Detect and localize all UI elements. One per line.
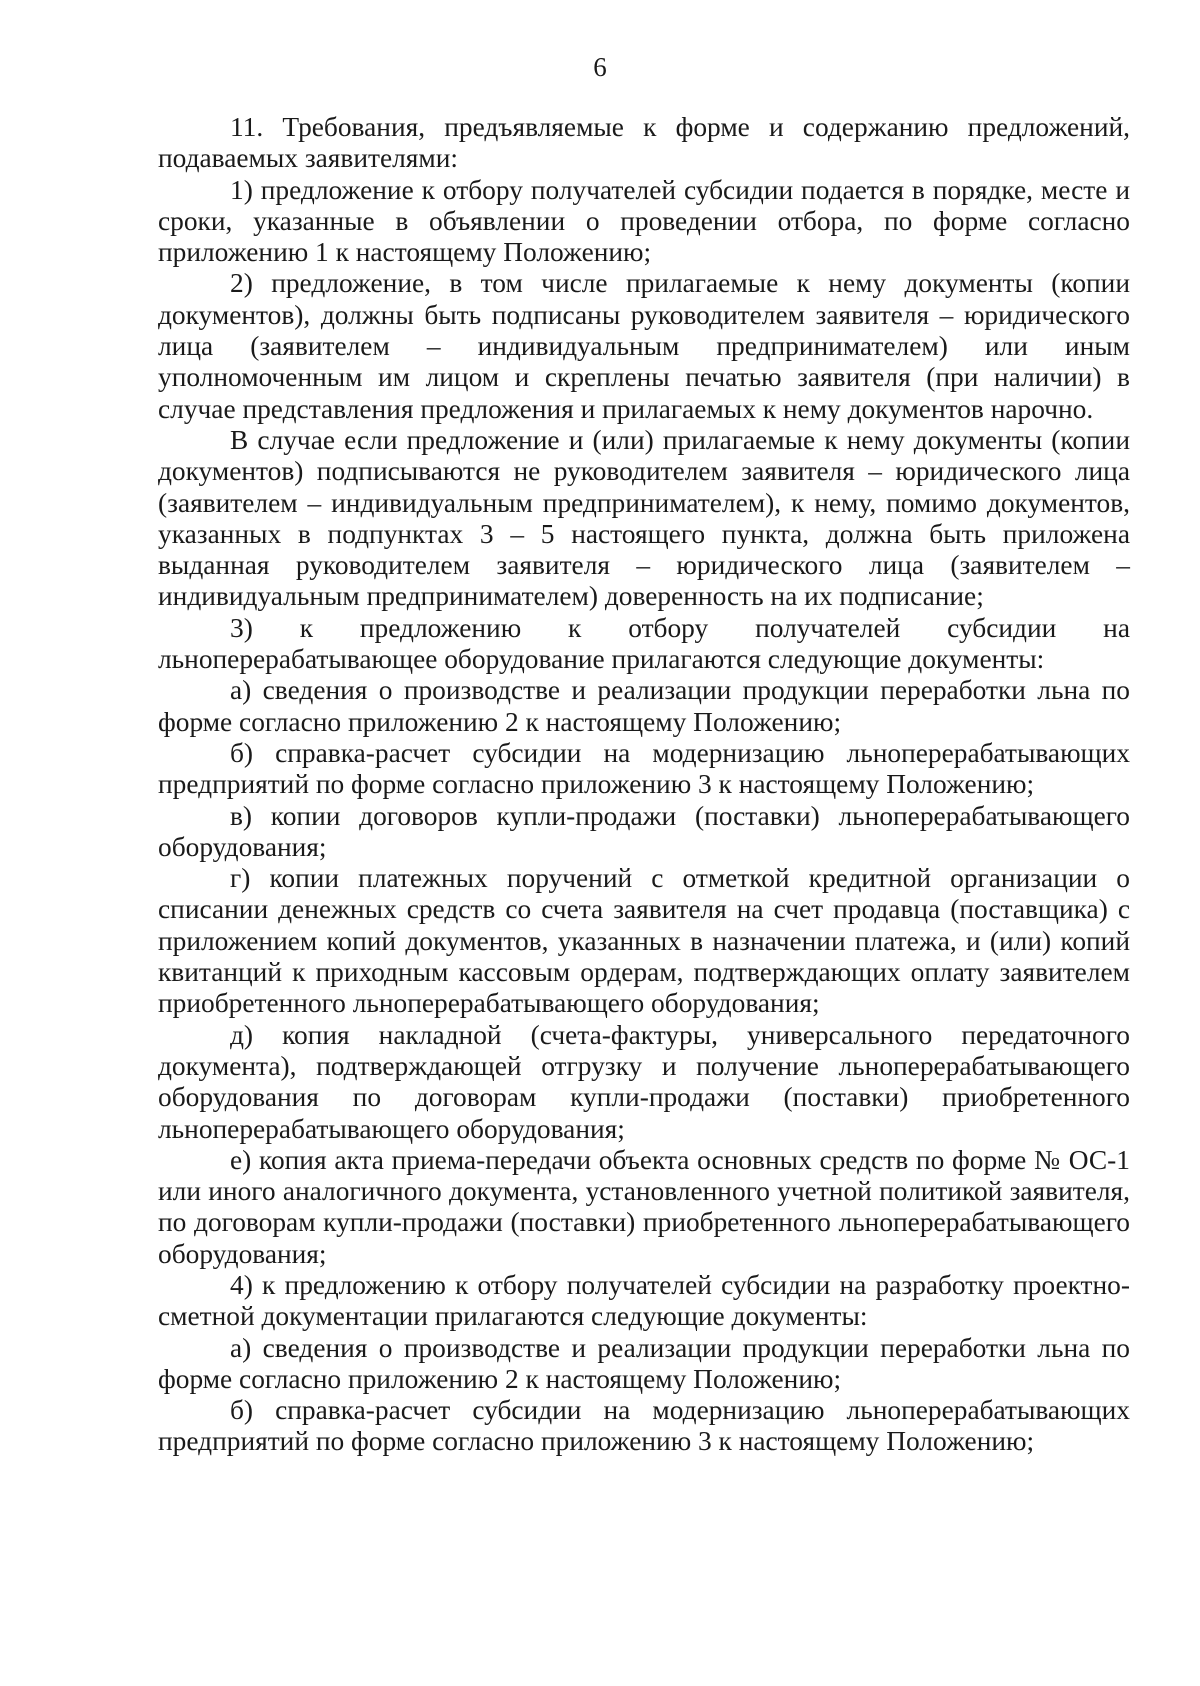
paragraph-subitem-4: 4) к предложению к отбору получателей субсидии на разработку проектно-сметной документации прилагаются следующие документы: bbox=[158, 1269, 1130, 1332]
paragraph-subitem-3e: е) копия акта приема-передачи объекта основных средств по форме № ОС-1 или иного аналогичного документа, установленного учетной политикой заявителя, по договорам купли-продажи (поставки) приобретенного льноперерабатывающего оборудования; bbox=[158, 1144, 1130, 1269]
paragraph-subitem-3g: г) копии платежных поручений с отметкой кредитной организации о списании денежных средств со счета заявителя на счет продавца (поставщика) с приложением копий документов, указанных в назначении платежа, и (или) копий квитанций к приходным кассовым ордерам, подтверждающих оплату заявителем приобретенного льноперерабатывающего оборудования; bbox=[158, 863, 1130, 1019]
paragraph-item-11-heading: 11. Требования, предъявляемые к форме и содержанию предложений, подаваемых заявителями: bbox=[158, 112, 1130, 174]
paragraph-subitem-4a: а) сведения о производстве и реализации продукции переработки льна по форме согласно приложению 2 к настоящему Положению; bbox=[158, 1332, 1130, 1394]
paragraph-subitem-3v: в) копии договоров купли-продажи (поставки) льноперерабатывающего оборудования; bbox=[158, 800, 1130, 862]
paragraph-subitem-3d: д) копия накладной (счета-фактуры, универсального передаточного документа), подтверждающей отгрузку и получение льноперерабатывающего оборудования по договорам купли-продажи (поставки) приобретенного льноперерабатывающего оборудования; bbox=[158, 1019, 1130, 1144]
paragraph-proxy-note: В случае если предложение и (или) прилагаемые к нему документы (копии документов) подписываются не руководителем заявителя – юридического лица (заявителем – индивидуальным предпринимателем), к нему, помимо документов, указанных в подпунктах 3 – 5 настоящего пункта, должна быть приложена выданная руководителем заявителя – юридического лица (заявителем – индивидуальным предпринимателем) доверенность на их подписание; bbox=[158, 424, 1130, 612]
paragraph-subitem-4b: б) справка-расчет субсидии на модернизацию льноперерабатывающих предприятий по форме согласно приложению 3 к настоящему Положению; bbox=[158, 1395, 1130, 1457]
page-number: 6 bbox=[593, 52, 607, 82]
paragraph-subitem-3b: б) справка-расчет субсидии на модернизацию льноперерабатывающих предприятий по форме согласно приложению 3 к настоящему Положению; bbox=[158, 737, 1130, 800]
paragraph-subitem-3a: а) сведения о производстве и реализации продукции переработки льна по форме согласно приложению 2 к настоящему Положению; bbox=[158, 675, 1130, 737]
paragraph-subitem-3: 3) к предложению к отбору получателей субсидии на льноперерабатывающее оборудование прилагаются следующие документы: bbox=[158, 612, 1130, 675]
document-body bbox=[158, 112, 1130, 1458]
paragraph-subitem-2: 2) предложение, в том числе прилагаемые к нему документы (копии документов), должны быть подписаны руководителем заявителя – юридического лица (заявителем – индивидуальным предпринимателем) или иным уполномоченным им лицом и скреплены печатью заявителя (при наличии) в случае представления предложения и прилагаемых к нему документов нарочно. bbox=[158, 268, 1130, 424]
paragraph-subitem-1: 1) предложение к отбору получателей субсидии подается в порядке, месте и сроки, указанные в объявлении о проведении отбора, по форме согласно приложению 1 к настоящему Положению; bbox=[158, 174, 1130, 268]
